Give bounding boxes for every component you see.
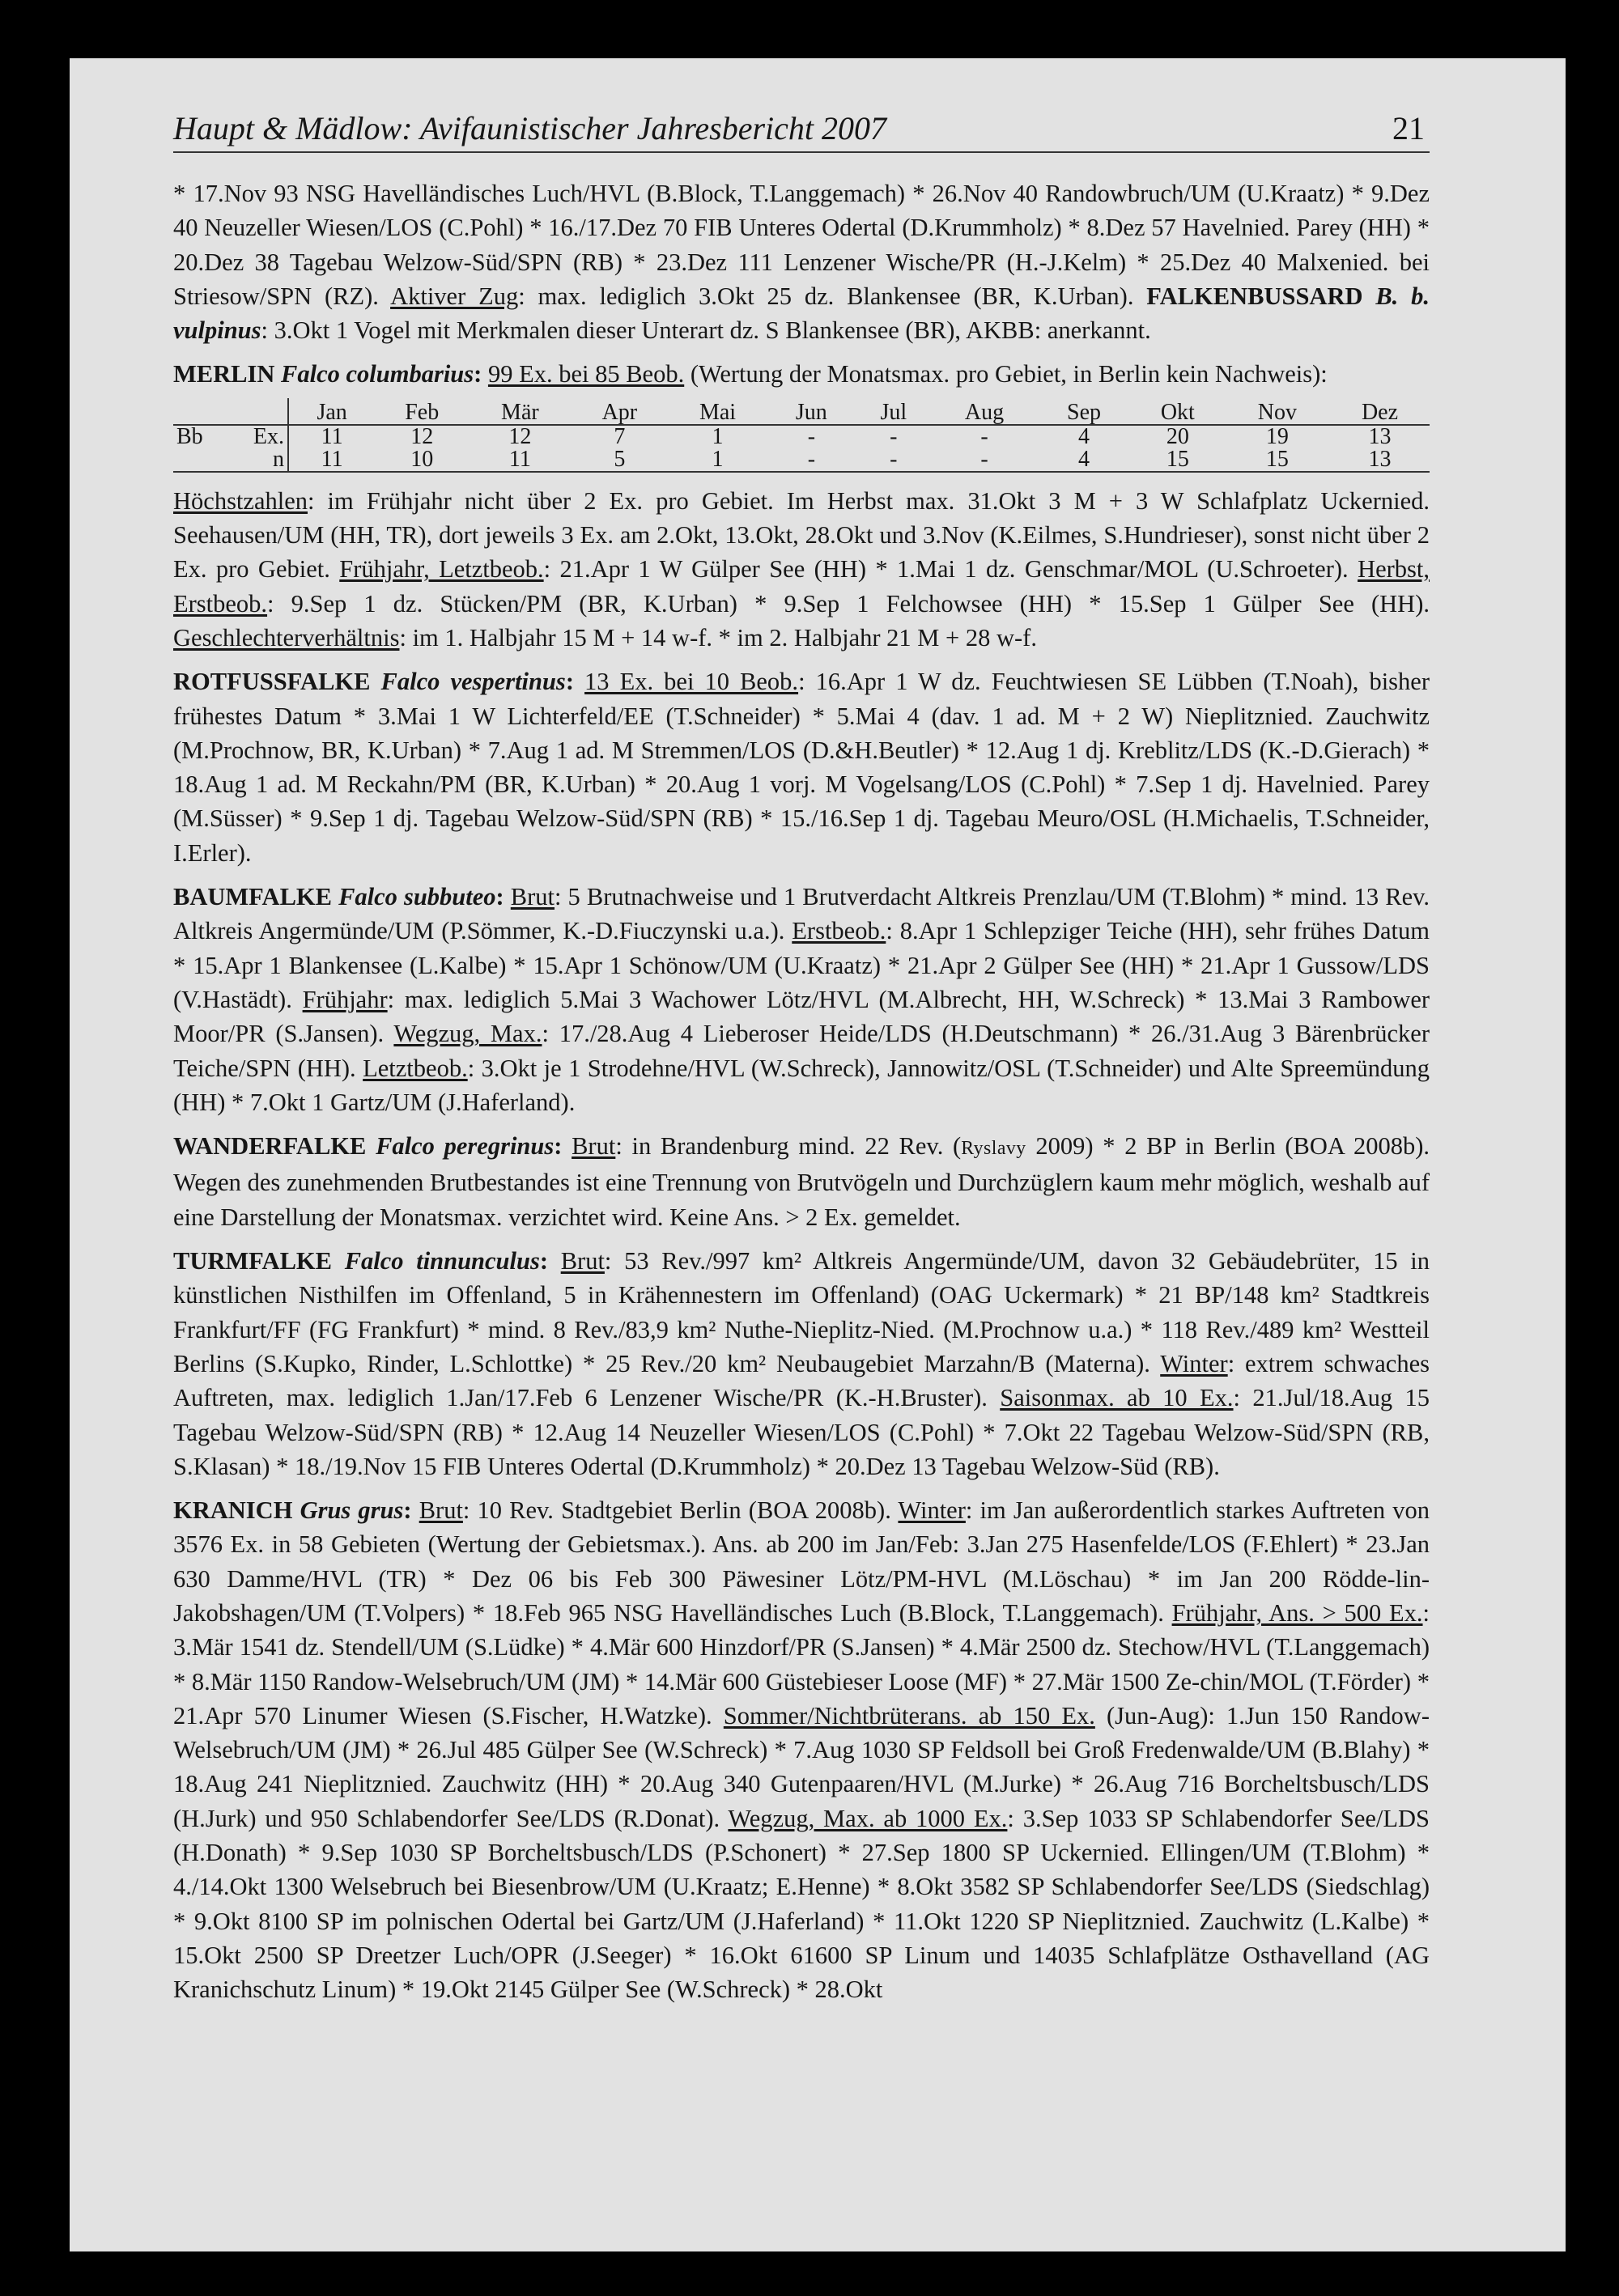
table-cell: 12 — [410, 423, 434, 449]
text-run: (Jun-Aug): 1.Jun 150 Randow-Welsebruch/UM (JM) * 26.Jul 485 Gülper See (W.Schreck) * 7.Aug 1030 SP Feldsoll bei Groß Fredenwalde/UM (B.Blahy) * 18.Aug 241 Nieplitznied. Zauchwitz (HH) * 20.Aug 340 Gutenpaaren/HVL (M.Jurke) * 26.Aug 716 Borcheltsbusch/LDS (H.Jurk) und 950 Schlabendorfer See/LDS (R.Donat). — [173, 1701, 1430, 1832]
text-run: : 3.Okt 1 Vogel mit Merkmalen dieser Unterart dz. S Blankensee (BR), AKBB: anerkannt. — [261, 316, 1151, 345]
table-cell: - — [856, 448, 932, 472]
section-label: Wegzug, Max. ab 1000 Ex. — [728, 1804, 1008, 1832]
paragraph-kranich: KRANICH Grus grus: Brut: 10 Rev. Stadtgebiet Berlin (BOA 2008b). Winter: im Jan außerordentlich starkes Auftreten von 3576 Ex. in 58 Gebieten (Wertung der Gebietsmax.). Ans. ab 200 im Jan/Feb: 3.Jan 275 Hasenfelde/LOS (F.Ehlert) * 23.Jan 630 Damme/HVL (TR) * Dez 06 bis Feb 300 Päwesiner Lötz/PM-HVL (M.Löschau) * im Jan 200 Rödde-lin-Jakobshagen/UM (T.Volpers) * 18.Feb 965 NSG Havelländisches Luch (B.Block, T.Langgemach). Frühjahr, Ans. > 500 Ex.: 3.Mär 1541 dz. Stendell/UM (S.Lüdke) * 4.Mär 600 Hinzdorf/PR (S.Jansen) * 4.Mär 2500 dz. Stechow/HVL (T.Langgemach) * 8.Mär 1150 Randow-Welsebruch/UM (JM) * 14.Mär 600 Güstebieser Loose (MF) * 27.Mär 1500 Ze-chin/MOL (T.Förder) * 21.Apr 570 Linumer Wiesen (S.Fischer, H.Watzke). Sommer/Nichtbrüterans. ab 150 Ex. (Jun-Aug): 1.Jun 150 Randow-Welsebruch/UM (JM) * 26.Jul 485 Gülper See (W.Schreck) * 7.Aug 1030 SP Feldsoll bei Groß Fredenwalde/UM (B.Blahy) * 18.Aug 241 Nieplitznied. Zauchwitz (HH) * 20.Aug 340 Gutenpaaren/HVL (M.Jurke) * 26.Aug 716 Borcheltsbusch/LDS (H.Jurk) und 950 Schlabendorfer See/LDS (R.Donat). Wegzug, Max. ab 1000 Ex.: 3.Sep 1033 SP Schlabendorfer See/LDS (H.Donath) * 9.Sep 1030 SP Borcheltsbusch/LDS (P.Schonert) * 27.Sep 1800 SP Uckernied. Ellingen/UM (T.Blohm) * 4./14.Okt 1300 Welsebruch bei Biesenbrow/UM (U.Kraatz; E.Henne) * 8.Okt 3582 SP Schlabendorfer See/LDS (Siedschlag) * 9.Okt 8100 SP im polnischen Odertal bei Gartz/UM (J.Haferland) * 11.Okt 1220 SP Nieplitznied. Zauchwitz (L.Kalbe) * 15.Okt 2500 SP Dreetzer Luch/OPR (J.Seeger) * 16.Okt 61600 SP Linum und 14035 Schlafplätze Osthavelland (AG Kranichschutz Linum) * 19.Okt 2145 Gülper See (W.Schreck) * 28.Okt — [173, 1496, 1430, 2004]
month-header: Jul — [856, 398, 932, 425]
table-cell: 11 — [321, 423, 343, 449]
section-label: Erstbeob. — [792, 917, 886, 945]
table-cell: 19 — [1265, 423, 1289, 449]
section-label: Brut — [419, 1496, 463, 1525]
table-cell: - — [980, 423, 988, 449]
section-label: Aktiver Zug — [390, 282, 519, 310]
section-label: Winter — [1160, 1349, 1228, 1377]
section-label: Frühjahr, Letztbeob. — [339, 555, 544, 584]
species-name: MERLIN — [173, 360, 275, 388]
table-cell: n — [228, 448, 288, 472]
table-cell: 15 — [1131, 448, 1225, 472]
page-number: 21 — [1392, 110, 1425, 146]
table-cell: 5 — [572, 448, 668, 472]
table-cell: Bb — [176, 423, 203, 449]
section-label: Höchstzahlen — [173, 486, 308, 515]
table-cell: 13 — [1368, 423, 1392, 449]
page-content — [173, 176, 1430, 2007]
table-cell: - — [932, 448, 1037, 472]
species-latin: Falco vespertinus — [380, 668, 566, 696]
text-run: : max. lediglich 3.Okt 25 dz. Blankensee (BR, K.Urban). — [518, 282, 1134, 310]
month-header: Feb — [375, 398, 469, 425]
text-run: : 9.Sep 1 dz. Stücken/PM (BR, K.Urban) * 9.Sep 1 Felchowsee (HH) * 15.Sep 1 Gülper See (HH). — [267, 589, 1430, 618]
paragraph-wanderfalke: WANDERFALKE Falco peregrinus: Brut: in Brandenburg mind. 22 Rev. (Ryslavy 2009) * 2 BP in Berlin (BOA 2008b). Wegen des zunehmenden Brutbestandes ist eine Trennung von Brutvögeln und Durchzüglern kaum mehr möglich, weshalb auf eine Darstellung der Monatsmax. verzichtet wird. Keine Ans. > 2 Ex. gemeldet. — [173, 1132, 1430, 1231]
species-name: WANDERFALKE — [173, 1132, 367, 1161]
text-run: : im 1. Halbjahr 15 M + 14 w-f. * im 2. Halbjahr 21 M + 28 w-f. — [399, 623, 1037, 651]
text-run: : im Frühjahr nicht über 2 Ex. pro Gebiet. Im Herbst max. 31.Okt 3 M + 3 W Schlafplatz Uckernied. Seehausen/UM (HH, TR), dort jeweils 3 Ex. am 2.Okt, 13.Okt, 28.Okt und 3.Nov (K.Eilmes, S.Hundrieser), sonst nicht über 2 Ex. pro Gebiet. — [173, 486, 1430, 584]
text-run: : max. lediglich 5.Mai 3 Wachower Lötz/HVL (M.Albrecht, HH, W.Schreck) * 13.Mai 3 Rambower Moor/PR (S.Jansen). — [173, 985, 1430, 1048]
text-run: : extrem schwaches Auftreten, max. lediglich 1.Jan/17.Feb 6 Lenzener Wische/PR (K.-H.Bruster). — [173, 1349, 1430, 1412]
table-cell: 11 — [469, 448, 572, 472]
text-run: : 5 Brutnachweise und 1 Brutverdacht Altkreis Prenzlau/UM (T.Blohm) * mind. 13 Rev. Altkreis Angermünde/UM (P.Sömmer, K.-D.Fiuczynski u.a.). — [173, 883, 1430, 945]
text-run: : 3.Sep 1033 SP Schlabendorfer See/LDS (H.Donath) * 9.Sep 1030 SP Borcheltsbusch/LDS (P.Schonert) * 27.Sep 1800 SP Uckernied. Ellingen/UM (T.Blohm) * 4./14.Okt 1300 Welsebruch bei Biesenbrow/UM (U.Kraatz; E.Henne) * 8.Okt 3582 SP Schlabendorfer See/LDS (Siedschlag) * 9.Okt 8100 SP im polnischen Odertal bei Gartz/UM (J.Haferland) * 11.Okt 1220 SP Nieplitznied. Zauchwitz (L.Kalbe) * 15.Okt 2500 SP Dreetzer Luch/OPR (J.Seeger) * 16.Okt 61600 SP Linum und 14035 Schlafplätze Osthavelland (AG Kranichschutz Linum) * 19.Okt 2145 Gülper See (W.Schreck) * 28.Okt — [173, 1804, 1430, 2004]
section-label: 99 Ex. bei 85 Beob. — [487, 360, 685, 388]
table-cell: 11 — [288, 448, 375, 472]
species-latin: Falco subbuteo — [338, 883, 496, 911]
table-cell: 12 — [508, 423, 532, 449]
text-run: : in Brandenburg mind. 22 Rev. ( — [615, 1132, 962, 1161]
table-cell: 4 — [1078, 423, 1090, 449]
species-latin: Falco peregrinus — [376, 1132, 555, 1161]
merlin-month-table — [173, 398, 1430, 473]
author-name: Ryslavy — [961, 1138, 1026, 1160]
month-header: Aug — [932, 398, 1037, 425]
text-run: : 17./28.Aug 4 Lieberoser Heide/LDS (H.Deutschmann) * 26./31.Aug 3 Bärenbrücker Teiche/SPN (HH). — [173, 1020, 1430, 1082]
table-cell: 13 — [1330, 448, 1430, 472]
table-cell: - — [807, 423, 816, 449]
section-label: Wegzug, Max. — [393, 1020, 542, 1048]
text-run: : 3.Mär 1541 dz. Stendell/UM (S.Lüdke) * 4.Mär 600 Hinzdorf/PR (S.Jansen) * 4.Mär 2500 dz. Stechow/HVL (T.Langgemach) * 8.Mär 1150 Randow-Welsebruch/UM (JM) * 14.Mär 600 Güstebieser Loose (MF) * 27.Mär 1500 Ze-chin/MOL (T.Förder) * 21.Apr 570 Linumer Wiesen (S.Fischer, H.Watzke). — [173, 1598, 1430, 1729]
text-run: : 21.Apr 1 W Gülper See (HH) * 1.Mai 1 dz. Genschmar/MOL (U.Schroeter). — [543, 555, 1349, 584]
table-cell: 7 — [614, 423, 626, 449]
section-label: 13 Ex. bei 10 Beob. — [584, 668, 799, 696]
paragraph-rotfussfalke: ROTFUSSFALKE Falco vespertinus: 13 Ex. bei 10 Beob.: 16.Apr 1 W dz. Feuchtwiesen SE Lübben (T.Noah), bisher frühestes Datum * 3.Mai 1 W Lichterfeld/EE (T.Schneider) * 5.Mai 4 (dav. 1 ad. M + 2 W) Nieplitznied. Zauchwitz (M.Prochnow, BR, K.Urban) * 7.Aug 1 ad. M Stremmen/LOS (D.&H.Beutler) * 12.Aug 1 dj. Kreblitz/LDS (K.-D.Gierach) * 18.Aug 1 ad. M Reckahn/PM (BR, K.Urban) * 20.Aug 1 vorj. M Vogelsang/LOS (C.Pohl) * 7.Sep 1 dj. Havelnied. Parey (M.Süsser) * 9.Sep 1 dj. Tagebau Welzow-Süd/SPN (RB) * 15./16.Sep 1 dj. Tagebau Meuro/OSL (H.Michaelis, T.Schneider, I.Erler). — [173, 668, 1430, 867]
paragraph-turmfalke: TURMFALKE Falco tinnunculus: Brut: 53 Rev./997 km² Altkreis Angermünde/UM, davon 32 Gebäudebrüter, 15 in künstlichen Nisthilfen im Offenland, 5 in Krähennestern im Offenland) (OAG Uckermark) * 21 BP/148 km² Stadtkreis Frankfurt/FF (FG Frankfurt) * mind. 8 Rev./83,9 km² Nuthe-Nieplitz-Nied. (M.Prochnow u.a.) * 118 Rev./489 km² Westteil Berlins (S.Kupko, Rinder, L.Schlottke) * 25 Rev./20 km² Neubaugebiet Marzahn/B (Materna). Winter: extrem schwaches Auftreten, max. lediglich 1.Jan/17.Feb 6 Lenzener Wische/PR (K.-H.Bruster). Saisonmax. ab 10 Ex.: 21.Jul/18.Aug 15 Tagebau Welzow-Süd/SPN (RB) * 12.Aug 14 Neuzeller Wiesen/LOS (C.Pohl) * 7.Okt 22 Tagebau Welzow-Süd/SPN (RB, S.Klasan) * 18./19.Nov 15 FIB Unteres Odertal (D.Krummholz) * 20.Dez 13 Tagebau Welzow-Süd (RB). — [173, 1247, 1430, 1480]
header-title: Haupt & Mädlow: Avifaunistischer Jahresbericht 2007 — [173, 110, 887, 146]
text-run: 2009) * 2 BP in Berlin (BOA 2008b). Wegen des zunehmenden Brutbestandes ist eine Trennung von Brutvögeln und Durchzüglern kaum mehr möglich, weshalb auf eine Darstellung der Monatsmax. verzichtet wird. Keine Ans. > 2 Ex. gemeldet. — [173, 1132, 1430, 1231]
month-header: Nov — [1225, 398, 1330, 425]
text-run: (Wertung der Monatsmax. pro Gebiet, in Berlin kein Nachweis): — [684, 360, 1328, 388]
section-label: Saisonmax. ab 10 Ex. — [1000, 1384, 1234, 1412]
section-label: Brut — [560, 1247, 605, 1275]
text-run: : im Jan außerordentlich starkes Auftreten von 3576 Ex. in 58 Gebieten (Wertung der Gebietsmax.). Ans. ab 200 im Jan/Feb: 3.Jan 275 Hasenfelde/LOS (F.Ehlert) * 23.Jan 630 Damme/HVL (TR) * Dez 06 bis Feb 300 Päwesiner Lötz/PM-HVL (M.Löschau) * im Jan 200 Rödde-lin-Jakobshagen/UM (T.Volpers) * 18.Feb 965 NSG Havelländisches Luch (B.Block, T.Langgemach). — [173, 1496, 1430, 1627]
table-cell: 20 — [1166, 423, 1189, 449]
species-latin: Falco tinnunculus — [344, 1247, 540, 1275]
section-label: Letztbeob. — [363, 1054, 468, 1082]
table-cell: - — [767, 448, 856, 472]
species-latin: B. b. vulpinus — [173, 282, 1430, 345]
table-cell: 4 — [1037, 448, 1131, 472]
table-header-row — [173, 398, 1430, 425]
month-header: Sep — [1037, 398, 1131, 425]
text-run: * 17.Nov 93 NSG Havelländisches Luch/HVL (B.Block, T.Langgemach) * 26.Nov 40 Randowbruch/UM (U.Kraatz) * 9.Dez 40 Neuzeller Wiesen/LOS (C.Pohl) * 16./17.Dez 70 FIB Unteres Odertal (D.Krummholz) * 8.Dez 57 Havelnied. Parey (HH) * 20.Dez 38 Tagebau Welzow-Süd/SPN (RB) * 23.Dez 111 Lenzener Wische/PR (H.-J.Kelm) * 25.Dez 40 Malxenied. bei Striesow/SPN (RZ). — [173, 180, 1430, 310]
section-label: Winter — [898, 1496, 966, 1525]
table-row — [173, 425, 1430, 448]
species-latin: Falco columbarius — [281, 360, 474, 388]
running-header — [173, 103, 1430, 153]
month-header: Mär — [469, 398, 572, 425]
month-header: Okt — [1131, 398, 1225, 425]
text-run: : 16.Apr 1 W dz. Feuchtwiesen SE Lübben (T.Noah), bisher frühestes Datum * 3.Mai 1 W Lichterfeld/EE (T.Schneider) * 5.Mai 4 (dav. 1 ad. M + 2 W) Nieplitznied. Zauchwitz (M.Prochnow, BR, K.Urban) * 7.Aug 1 ad. M Stremmen/LOS (D.&H.Beutler) * 12.Aug 1 dj. Kreblitz/LDS (K.-D.Gierach) * 18.Aug 1 ad. M Reckahn/PM (BR, K.Urban) * 20.Aug 1 vorj. M Vogelsang/LOS (C.Pohl) * 7.Sep 1 dj. Havelnied. Parey (M.Süsser) * 9.Sep 1 dj. Tagebau Welzow-Süd/SPN (RB) * 15./16.Sep 1 dj. Tagebau Meuro/OSL (H.Michaelis, T.Schneider, I.Erler). — [173, 668, 1430, 867]
month-header: Mai — [668, 398, 767, 425]
table-cell: 1 — [712, 423, 724, 449]
table-cell: - — [890, 423, 898, 449]
table-cell: 1 — [668, 448, 767, 472]
species-latin: Grus grus — [300, 1496, 404, 1525]
paragraph-merlin-details — [173, 484, 1430, 655]
month-header: Dez — [1330, 398, 1430, 425]
table-cell — [173, 448, 228, 472]
month-header: Jun — [767, 398, 856, 425]
section-label: Brut — [510, 883, 555, 911]
species-name: FALKENBUSSARD — [1146, 282, 1363, 310]
species-name: ROTFUSSFALKE — [173, 668, 371, 696]
species-name: TURMFALKE — [173, 1247, 332, 1275]
table-row — [173, 448, 1430, 472]
species-name: KRANICH — [173, 1496, 293, 1525]
section-label: Geschlechterverhältnis — [173, 623, 400, 651]
species-name: BAUMFALKE — [173, 883, 332, 911]
section-label: Frühjahr, Ans. > 500 Ex. — [1171, 1598, 1423, 1627]
text-run: : 10 Rev. Stadtgebiet Berlin (BOA 2008b). — [462, 1496, 891, 1525]
text-run: : 21.Jul/18.Aug 15 Tagebau Welzow-Süd/SPN (RB) * 12.Aug 14 Neuzeller Wiesen/LOS (C.Pohl) * 7.Okt 22 Tagebau Welzow-Süd/SPN (RB, S.Klasan) * 18./19.Nov 15 FIB Unteres Odertal (D.Krummholz) * 20.Dez 13 Tagebau Welzow-Süd (RB). — [173, 1384, 1430, 1480]
table-cell: 15 — [1225, 448, 1330, 472]
table-cell: Ex. — [228, 425, 288, 448]
month-header: Apr — [572, 398, 668, 425]
text-run: : 3.Okt je 1 Strodehne/HVL (W.Schreck), Jannowitz/OSL (T.Schneider) und Alte Spreemündung (HH) * 7.Okt 1 Gartz/UM (J.Haferland). — [173, 1054, 1430, 1116]
section-label: Brut — [572, 1132, 616, 1161]
section-label: Herbst, Erstbeob. — [173, 555, 1430, 618]
section-label: Sommer/Nichtbrüterans. ab 150 Ex. — [723, 1701, 1095, 1729]
section-label: Frühjahr — [302, 985, 388, 1013]
paragraph-falkenbussard — [173, 176, 1430, 347]
paragraph-baumfalke: BAUMFALKE Falco subbuteo: Brut: 5 Brutnachweise und 1 Brutverdacht Altkreis Prenzlau/UM (T.Blohm) * mind. 13 Rev. Altkreis Angermünde/UM (P.Sömmer, K.-D.Fiuczynski u.a.). Erstbeob.: 8.Apr 1 Schlepziger Teiche (HH), sehr frühes Datum * 15.Apr 1 Blankensee (L.Kalbe) * 15.Apr 1 Schönow/UM (U.Kraatz) * 21.Apr 2 Gülper See (HH) * 21.Apr 1 Gussow/LDS (V.Hastädt). Frühjahr: max. lediglich 5.Mai 3 Wachower Lötz/HVL (M.Albrecht, HH, W.Schreck) * 13.Mai 3 Rambower Moor/PR (S.Jansen). Wegzug, Max.: 17./28.Aug 4 Lieberoser Heide/LDS (H.Deutschmann) * 26./31.Aug 3 Bärenbrücker Teiche/SPN (HH). Letztbeob.: 3.Okt je 1 Strodehne/HVL (W.Schreck), Jannowitz/OSL (T.Schneider) und Alte Spreemündung (HH) * 7.Okt 1 Gartz/UM (J.Haferland). — [173, 883, 1430, 1116]
paragraph-merlin: MERLIN Falco columbarius: 99 Ex. bei 85 Beob. (Wertung der Monatsmax. pro Gebiet, in Berlin kein Nachweis): — [173, 360, 1328, 388]
text-run: : 53 Rev./997 km² Altkreis Angermünde/UM, davon 32 Gebäudebrüter, 15 in künstlichen Nisthilfen im Offenland, 5 in Krähennestern im Offenland) (OAG Uckermark) * 21 BP/148 km² Stadtkreis Frankfurt/FF (FG Frankfurt) * mind. 8 Rev./83,9 km² Nuthe-Nieplitz-Nied. (M.Prochnow u.a.) * 118 Rev./489 km² Westteil Berlins (S.Kupko, Rinder, L.Schlottke) * 25 Rev./20 km² Neubaugebiet Marzahn/B (Materna). — [173, 1247, 1430, 1377]
table-cell: 10 — [375, 448, 469, 472]
text-run: : 8.Apr 1 Schlepziger Teiche (HH), sehr frühes Datum * 15.Apr 1 Blankensee (L.Kalbe) * 15.Apr 1 Schönow/UM (U.Kraatz) * 21.Apr 2 Gülper See (HH) * 21.Apr 1 Gussow/LDS (V.Hastädt). — [173, 917, 1430, 1013]
month-header: Jan — [288, 398, 375, 425]
